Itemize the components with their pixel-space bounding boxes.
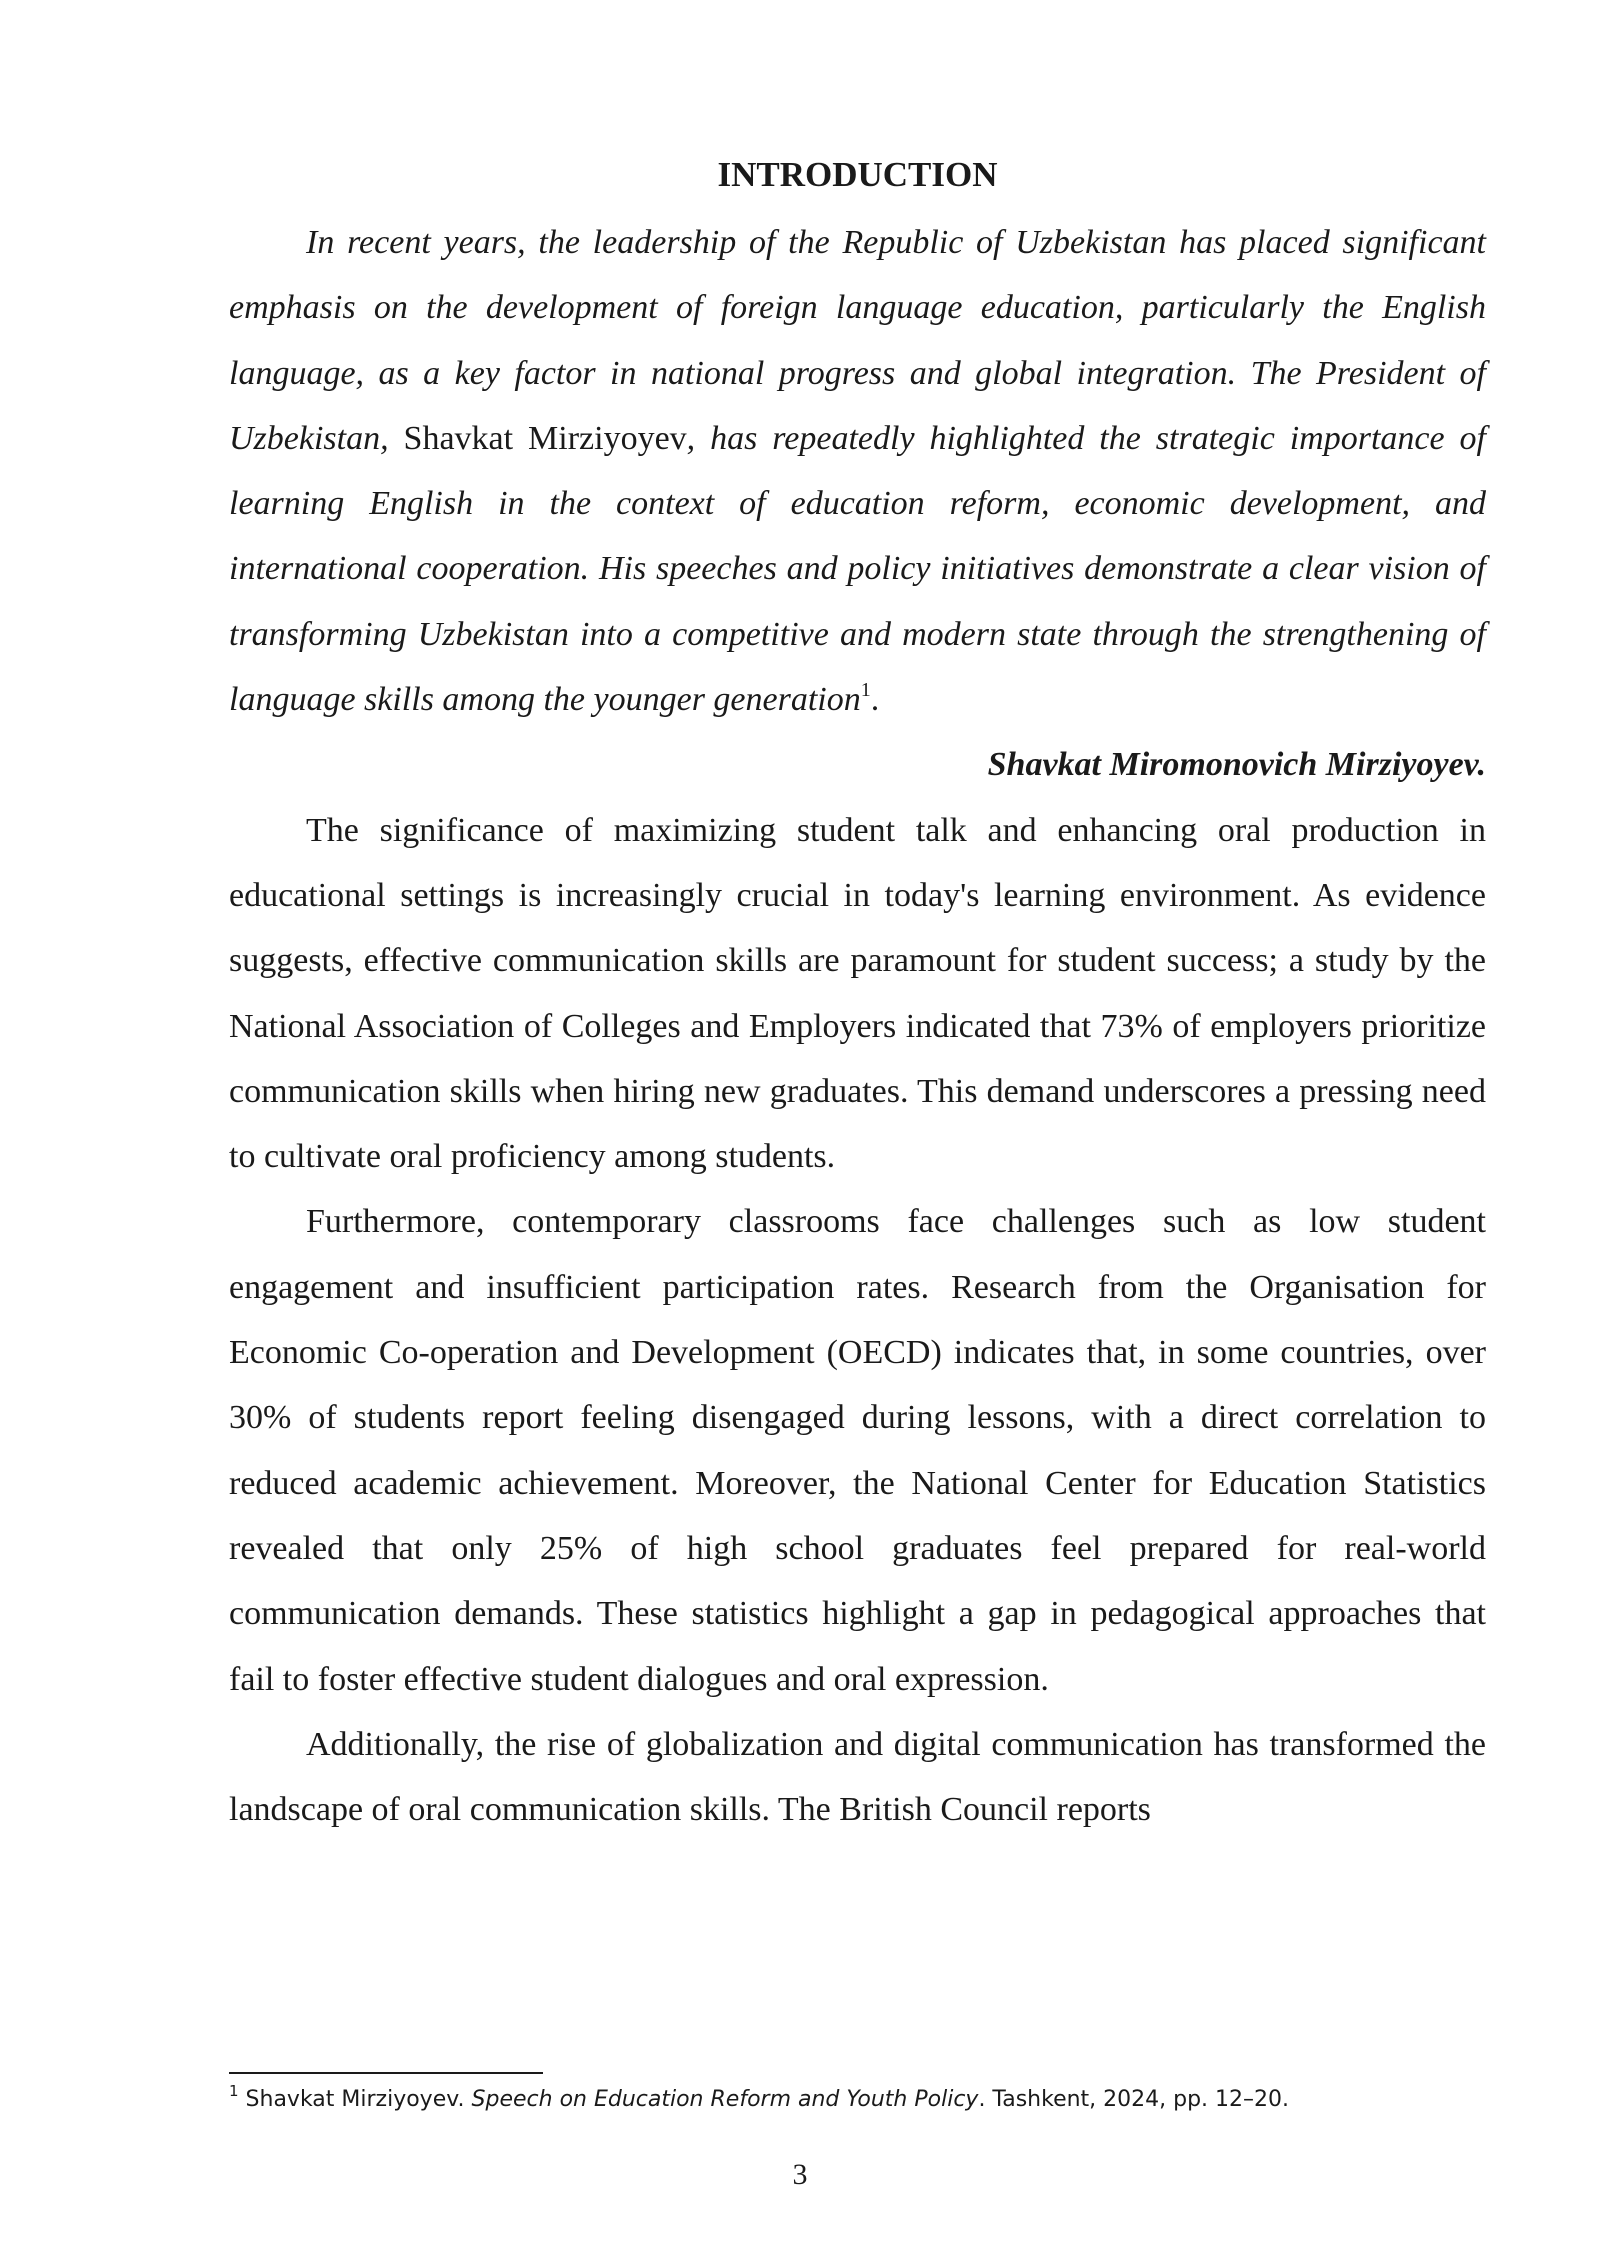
footnote [229,2080,1486,2120]
intro-text-part1: In recent years, the leadership of the Republic of Uzbekistan has placed significant emphasis on the development of foreign language education, particularly the English language, as a key factor in national progress and global integration. The President of Uzbekistan, [229,224,1486,457]
signature: Shavkat Miromonovich Mirziyoyev. [987,746,1486,784]
president-name: Shavkat Mirziyoyev [403,419,687,457]
body-paragraph: Furthermore, contemporary classrooms face challenges such as low student engagement and insufficient participation rates. Research from the Organisation for Economic Co-operation and Development (OECD) indicates that, in some countries, over 30% of students report feeling disengaged during lessons, with a direct correlation to reduced academic achievement. Moreover, the National Center for Education Statistics revealed that only 25% of high school graduates feel prepared for real-world communication demands. These statistics highlight a gap in pedagogical approaches that fail to foster effective student dialogues and oral expression. [229,1203,1486,1698]
footnote-author: Shavkat Mirziyoyev. [238,2087,472,2112]
body-paragraph: The significance of maximizing student talk and enhancing oral production in educational settings is increasingly crucial in today's learning environment. As evidence suggests, effective communication skills are paramount for student success; a study by the National Association of Colleges and Employers indicated that 73% of employers prioritize communication skills when hiring new graduates. This demand underscores a pressing need to cultivate oral proficiency among students. [229,811,1486,1176]
page-content [229,150,1486,1842]
section-heading: INTRODUCTION [717,155,998,194]
intro-text-part2: , has repeatedly highlighted the strategic importance of learning English in the context of education reform, economic development, and international cooperation. His speeches and policy initiatives demonstrate a clear vision of transforming Uzbekistan into a competitive and modern state through the strengthening of language skills among the younger generation [229,419,1486,719]
footnote-separator [229,2072,543,2074]
footnote-details: . Tashkent, 2024, pp. 12–20. [978,2087,1290,2112]
body-paragraph: Additionally, the rise of globalization and digital communication has transformed the landscape of oral communication skills. The British Council reports [229,1725,1486,1829]
footnote-marker: 1 [229,2081,239,2100]
footnote-reference: 1 [860,678,871,701]
intro-end: . [870,681,880,719]
intro-paragraph [229,210,1486,732]
footnote-title: Speech on Education Reform and Youth Policy [471,2087,979,2112]
page-number: 3 [792,2158,808,2191]
